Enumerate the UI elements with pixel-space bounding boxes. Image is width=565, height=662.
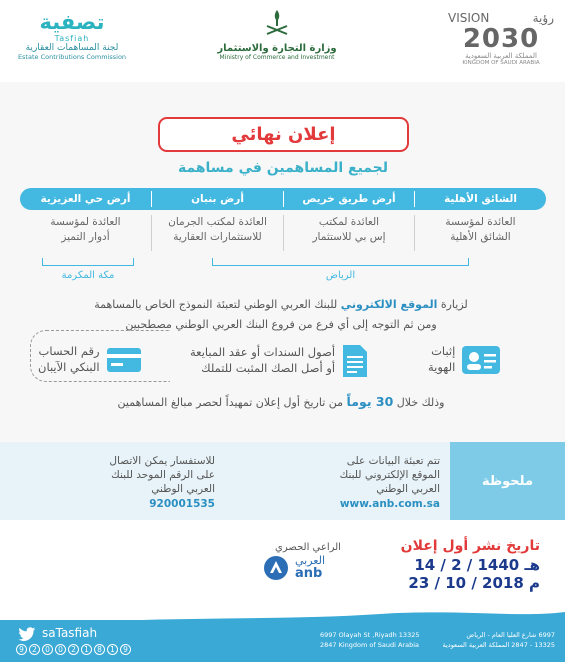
land-name-alshaeq: الشائق الأهلية (444, 193, 517, 205)
land-owner-aziziyah (20, 215, 151, 245)
note-line: العربي الوطني (151, 483, 215, 496)
ministry-name-ar: وزارة التجارة والاستثمار (217, 43, 337, 55)
owner-line: إس بي للاستثمار (312, 231, 386, 244)
owner-line: للاستثمارات العقارية (173, 231, 262, 244)
header-divider (151, 191, 152, 207)
note-website (280, 454, 440, 511)
tasfiah-logo-word: تصفية (39, 10, 105, 34)
bank-card-icon (106, 347, 142, 373)
announcement-title-box (158, 117, 409, 152)
kingdom-name-ar: المملكة العربية السعودية (465, 51, 537, 60)
column-divider (414, 215, 415, 251)
phone-digit: 8 (94, 644, 105, 655)
anb-name-ar: العربي (295, 554, 326, 568)
vision-word-en: VISION (448, 11, 490, 25)
owner-line: أدوار التميز (61, 231, 110, 244)
address-line: 6997 Olayah St ,Riyadh 13325 (320, 631, 420, 639)
header-divider (414, 191, 415, 207)
land-owner-alshaeq (415, 215, 546, 245)
commission-name-en: Estate Contributions Commission (17, 52, 127, 61)
exclusive-sponsor-label: الراعي الحصري (275, 542, 341, 553)
website-highlight: الموقع الالكتروني (340, 298, 438, 311)
phone-digit: 1 (107, 644, 118, 655)
note-line: على الرقم الموحد للبنك (111, 469, 215, 482)
land-owner-banban (152, 215, 283, 245)
label-line: الهوية (428, 360, 456, 374)
note-line: الموقع الإلكتروني للبنك (339, 469, 440, 482)
region-makkah: مكة المكرمة (61, 270, 115, 281)
column-divider (151, 215, 152, 251)
ministry-name-en: Ministry of Commerce and Investment (219, 53, 335, 61)
owner-line: العائدة لمؤسسة (445, 216, 516, 228)
owner-line: العائدة لمكتب الجرمان (168, 216, 267, 228)
document-bonds (190, 344, 369, 378)
land-name-aziziyah: أرض حي العزيزية (40, 193, 131, 205)
lands-header-bar (20, 188, 546, 210)
date-gregorian: 23 / 10 / 2018 م (408, 574, 540, 592)
twitter-handle[interactable]: saTasfiah (42, 626, 98, 640)
vision-2030-logo (448, 12, 554, 66)
document-bonds-label (190, 345, 335, 376)
footer-phone (16, 644, 131, 655)
address-line: 2847 Kingdom of Saudi Arabia (320, 641, 419, 650)
phone-digit: 0 (42, 644, 53, 655)
days-highlight: 30 يوماً (346, 394, 394, 409)
note-line: تتم تعبئة البيانات على (346, 455, 440, 467)
label-line: رقم الحساب (38, 344, 100, 358)
document-icon (341, 344, 369, 378)
address-en (320, 630, 440, 650)
instruction-line-2: ومن ثم التوجه إلى أي فرع من فروع البنك العربي الوطني مصطحبين (125, 318, 437, 331)
announcement-subtitle: لجميع المساهمين في مساهمة (177, 160, 389, 176)
land-name-banban: أرض بنبان (191, 193, 244, 205)
anb-wordmark (295, 555, 325, 580)
instruction-line-1 (40, 298, 522, 311)
instruction-prefix: وذلك خلال (396, 396, 445, 409)
riyadh-bracket (212, 258, 469, 266)
ministry-logo (212, 8, 342, 62)
phone-digit: 1 (81, 644, 92, 655)
note-label: ملحوظة (481, 473, 533, 489)
note-line: العربي الوطني (376, 483, 440, 496)
document-id-label (428, 344, 455, 375)
land-owner-khurais (284, 215, 414, 245)
instruction-prefix: لزيارة (440, 298, 468, 311)
land-name-khurais: أرض طريق خريص (302, 193, 396, 205)
phone-digit: 9 (16, 644, 27, 655)
phone-digit: 2 (68, 644, 79, 655)
twitter-icon[interactable] (18, 627, 36, 642)
website-link[interactable]: www.anb.com.sa (339, 497, 440, 510)
anb-name-en: anb (295, 565, 323, 581)
region-riyadh: الرياض (325, 270, 356, 281)
anb-symbol-icon (263, 555, 289, 581)
instruction-suffix: للبنك العربي الوطني لتعبئة النموذج الخاص بالمساهمة (94, 298, 338, 311)
anb-logo (263, 555, 325, 581)
document-id (428, 344, 501, 376)
phone-digit: 9 (120, 644, 131, 655)
phone-digit: 0 (55, 644, 66, 655)
note-label-box (450, 442, 565, 520)
kingdom-name-en: KINGDOM OF SAUDI ARABIA (462, 59, 540, 66)
document-iban-label (38, 344, 100, 375)
label-line: إثبات (431, 344, 456, 359)
header-divider (283, 191, 284, 207)
instruction-line-3 (40, 394, 522, 409)
label-line: البنكي الآيبان (38, 359, 100, 374)
vision-year: 2030 (462, 23, 540, 54)
tasfiah-logo (8, 10, 136, 61)
address-line: 6997 شارع العليا العام - الرياض (466, 631, 555, 639)
tasfiah-logo-sub: Tasfiah (54, 34, 90, 44)
commission-name-ar: لجنة المساهمات العقارية (25, 43, 119, 54)
address-line: 13325 - 2847 المملكة العربية السعودية (442, 641, 555, 650)
owner-line: العائدة لمكتب (318, 216, 380, 228)
owner-line: الشائق الأهلية (450, 231, 511, 244)
note-phone (40, 454, 215, 511)
document-iban (38, 344, 142, 375)
owner-line: العائدة لمؤسسة (50, 216, 121, 228)
vision-word-ar: رؤية (532, 11, 554, 25)
note-line: للاستفسار يمكن الاتصال (109, 455, 215, 467)
id-card-icon (461, 344, 501, 376)
address-ar (440, 630, 555, 650)
announcement-title: إعلان نهائي (231, 124, 336, 145)
phone-number-link[interactable]: 920001535 (149, 497, 215, 510)
first-publish-date-label: تاريخ نشر أول إعلان (400, 538, 540, 554)
instruction-suffix: من تاريخ أول إعلان تمهيداً لحصر مبالغ المساهمين (117, 396, 344, 409)
label-line: أصول السندات أو عقد المبايعة (190, 345, 336, 360)
makkah-bracket (42, 258, 134, 266)
phone-digit: 2 (29, 644, 40, 655)
label-line: أو أصل الصك المثبت للتملك (201, 361, 336, 375)
column-divider (283, 215, 284, 251)
date-hijri: 14 / 2 / 1440 هـ (414, 556, 540, 574)
saudi-emblem-icon (262, 8, 292, 36)
